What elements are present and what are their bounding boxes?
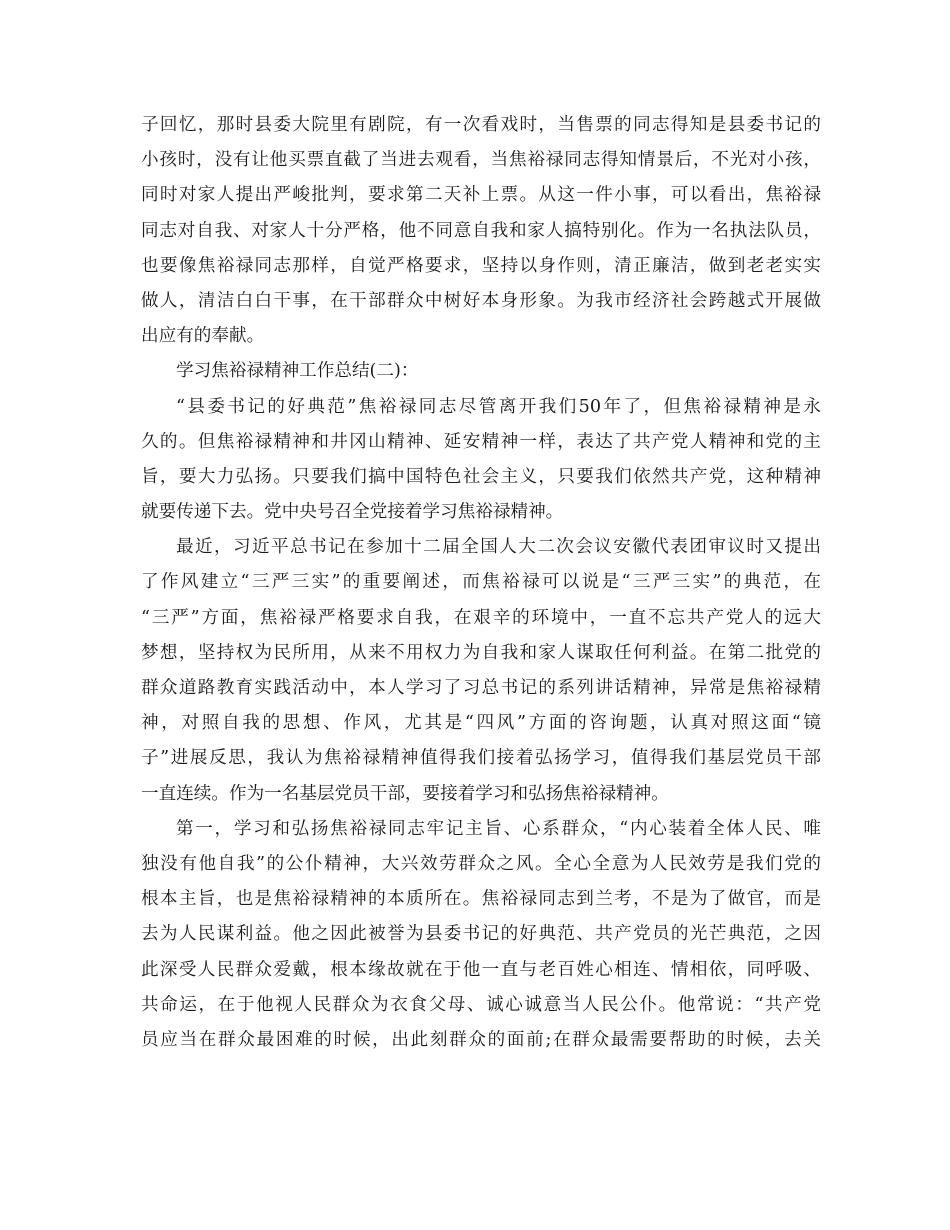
text-line: 也要像焦裕禄同志那样，自觉严格要求，坚持以身作则，清正廉洁，做到老老实实 <box>141 255 821 276</box>
body-text <box>141 108 821 1058</box>
text-line: 了作风建立“三严三实”的重要阐述，而焦裕禄可以说是“三严三实”的典范，在 <box>141 572 821 593</box>
text-line: 子”进展反思，我认为焦裕禄精神值得我们接着弘扬学习，值得我们基层党员干部 <box>141 748 821 769</box>
text-line: 就要传递下去。党中央号召全党接着学习焦裕禄精神。 <box>141 502 564 523</box>
text-line: “县委书记的好典范”焦裕禄同志尽管离开我们50年了，但焦裕禄精神是永 <box>176 396 821 417</box>
text-line: 最近，习近平总书记在参加十二届全国人大二次会议安徽代表团审议时又提出 <box>176 537 821 558</box>
text-line: “三严”方面，焦裕禄严格要求自我，在艰辛的环境中，一直不忘共产党人的远大 <box>141 607 821 628</box>
text-line: 梦想，坚持权为民所用，从来不用权力为自我和家人谋取任何利益。在第二批党的 <box>141 642 821 663</box>
text-line: 学习焦裕禄精神工作总结(二)： <box>176 361 419 382</box>
text-line: 共命运，在于他视人民群众为衣食父母、诚心诚意当人民公仆。他常说：“共产党 <box>141 994 821 1015</box>
text-line: 子回忆，那时县委大院里有剧院，有一次看戏时，当售票的同志得知是县委书记的 <box>141 115 821 135</box>
text-line: 出应有的奉献。 <box>141 326 265 347</box>
text-line: 员应当在群众最困难的时候，出此刻群众的面前;在群众最需要帮助的时候，去关 <box>141 1029 821 1050</box>
text-line: 一直连续。作为一名基层党员干部，要接着学习和弘扬焦裕禄精神。 <box>141 783 669 804</box>
text-line: 神，对照自我的思想、作风，尤其是“四风”方面的咨询题，认真对照这面“镜 <box>141 713 821 734</box>
text-line: 去为人民谋利益。他之因此被誉为县委书记的好典范、共产党员的光芒典范，之因 <box>141 924 821 945</box>
text-line: 独没有他自我”的公仆精神，大兴效劳群众之风。全心全意为人民效劳是我们党的 <box>141 853 821 874</box>
text-line: 同时对家人提出严峻批判，要求第二天补上票。从这一件小事，可以看出，焦裕禄 <box>141 185 821 206</box>
text-line: 同志对自我、对家人十分严格，他不同意自我和家人搞特别化。作为一名执法队员， <box>141 220 821 241</box>
text-line: 群众道路教育实践活动中，本人学习了习总书记的系列讲话精神，异常是焦裕禄精 <box>141 678 821 698</box>
text-line: 根本主旨，也是焦裕禄精神的本质所在。焦裕禄同志到兰考，不是为了做官，而是 <box>141 889 821 910</box>
text-line: 小孩时，没有让他买票直截了当进去观看，当焦裕禄同志得知情景后，不光对小孩， <box>141 150 821 171</box>
text-line: 此深受人民群众爱戴，根本缘故就在于他一直与老百姓心相连、情相依，同呼吸、 <box>141 959 821 980</box>
text-line: 旨，要大力弘扬。只要我们搞中国特色社会主义，只要我们依然共产党，这种精神 <box>141 466 821 487</box>
text-line: 做人，清洁白白干事，在干部群众中树好本身形象。为我市经济社会跨越式开展做 <box>141 290 821 311</box>
text-line: 第一，学习和弘扬焦裕禄同志牢记主旨、心系群众，“内心装着全体人民、唯 <box>176 818 821 839</box>
text-line: 久的。但焦裕禄精神和井冈山精神、延安精神一样，表达了共产党人精神和党的主 <box>141 431 821 452</box>
